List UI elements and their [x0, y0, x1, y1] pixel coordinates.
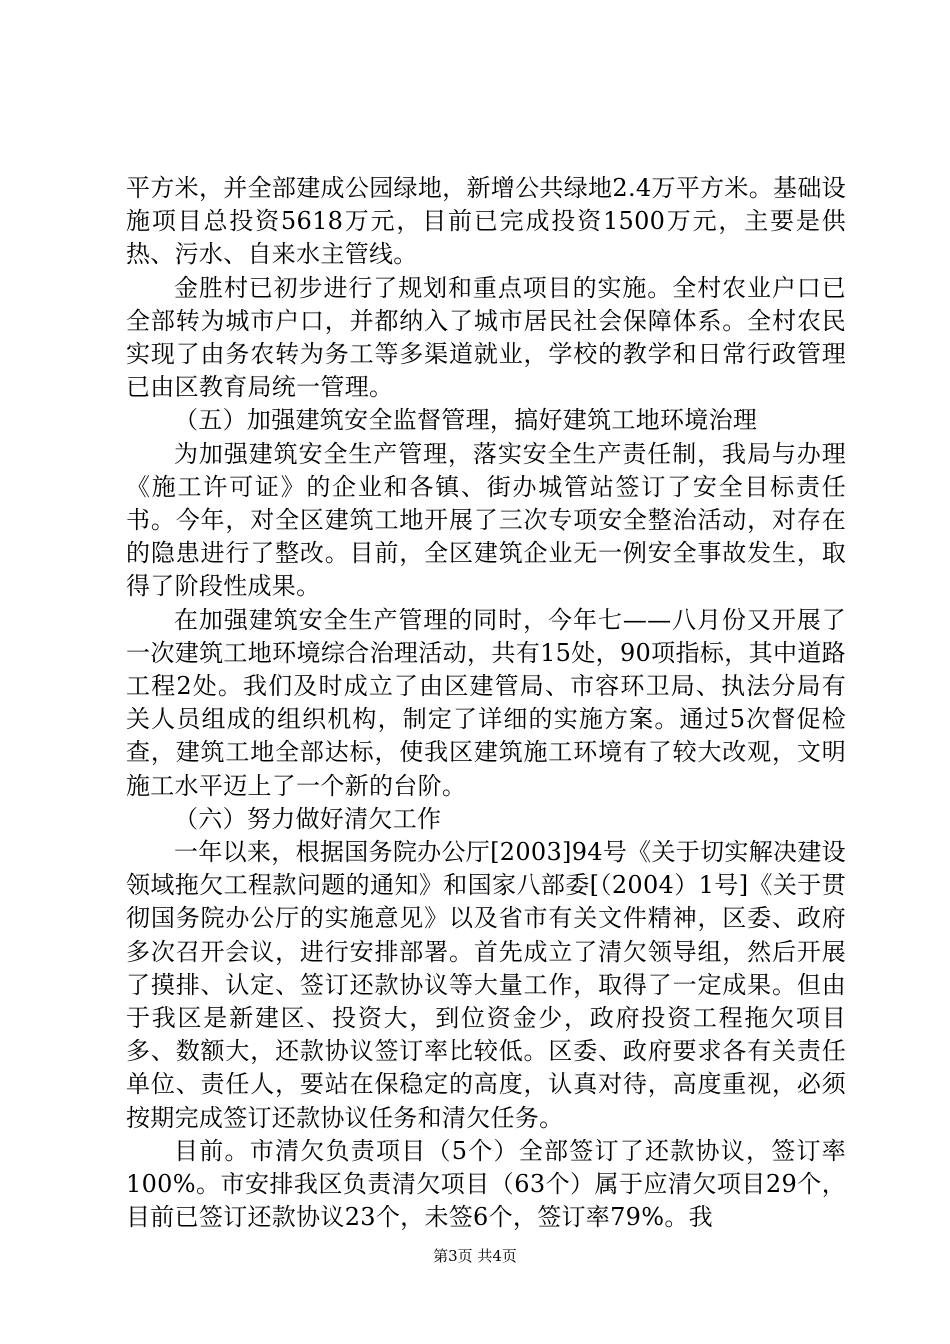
page-number-label: 第3页 共4页 [433, 1247, 517, 1265]
paragraph-current-status: 目前。市清欠负责项目（5个）全部签订了还款协议，签订率100%。市安排我区负责清欠项目（63个）属于应清欠项目29个，目前已签订还款协议23个，未签6个，签订率79%。我 [126, 1136, 846, 1232]
paragraph-safety-management: 为加强建筑安全生产管理，落实安全生产责任制，我局与办理《施工许可证》的企业和各镇、街办城管站签订了安全目标责任书。今年，对全区建筑工地开展了三次专项安全整治活动，对存在的隐患进行了整改。目前，全区建筑企业无一例安全事故发生，取得了阶段性成果。 [126, 439, 846, 601]
section-heading-six: （六）努力做好清欠工作 [174, 804, 442, 833]
paragraph-arrears-work: 一年以来，根据国务院办公厅[2003]94号《关于切实解决建设领域拖欠工程款问题的通知》和国家八部委[（2004）1号]《关于贯彻国务院办公厅的实施意见》以及省市有关文件精神，区委、政府多次召开会议，进行安排部署。首先成立了清欠领导组，然后开展了摸排、认定、签订还款协议等大量工作，取得了一定成果。但由于我区是新建区、投资大，到位资金少，政府投资工程拖欠项目多、数额大，还款协议签订率比较低。区委、政府要求各有关责任单位、责任人，要站在保稳定的高度，认真对待，高度重视，必须按期完成签订还款协议任务和清欠任务。 [126, 838, 846, 1132]
paragraph-jinsheng-village: 金胜村已初步进行了规划和重点项目的实施。全村农业户口已全部转为城市户口，并都纳入了城市居民社会保障体系。全村农民实现了由务农转为务工等多渠道就业，学校的教学和日常行政管理已由区教育局统一管理。 [126, 273, 846, 402]
document-body [126, 172, 846, 1235]
paragraph-continuation: 平方米，并全部建成公园绿地，新增公共绿地2.4万平方米。基础设施项目总投资5618万元，目前已完成投资1500万元，主要是供热、污水、自来水主管线。 [126, 174, 846, 269]
paragraph-environment-governance: 在加强建筑安全生产管理的同时，今年七——八月份又开展了一次建筑工地环境综合治理活动，共有15处，90项指标，其中道路工程2处。我们及时成立了由区建管局、市容环卫局、执法分局有关人员组成的组织机构，制定了详细的实施方案。通过5次督促检查，建筑工地全部达标，使我区建筑施工环境有了较大改观，文明施工水平迈上了一个新的台阶。 [126, 605, 846, 800]
page-footer [0, 1246, 950, 1266]
section-heading-five: （五）加强建筑安全监督管理，搞好建筑工地环境治理 [174, 406, 758, 435]
